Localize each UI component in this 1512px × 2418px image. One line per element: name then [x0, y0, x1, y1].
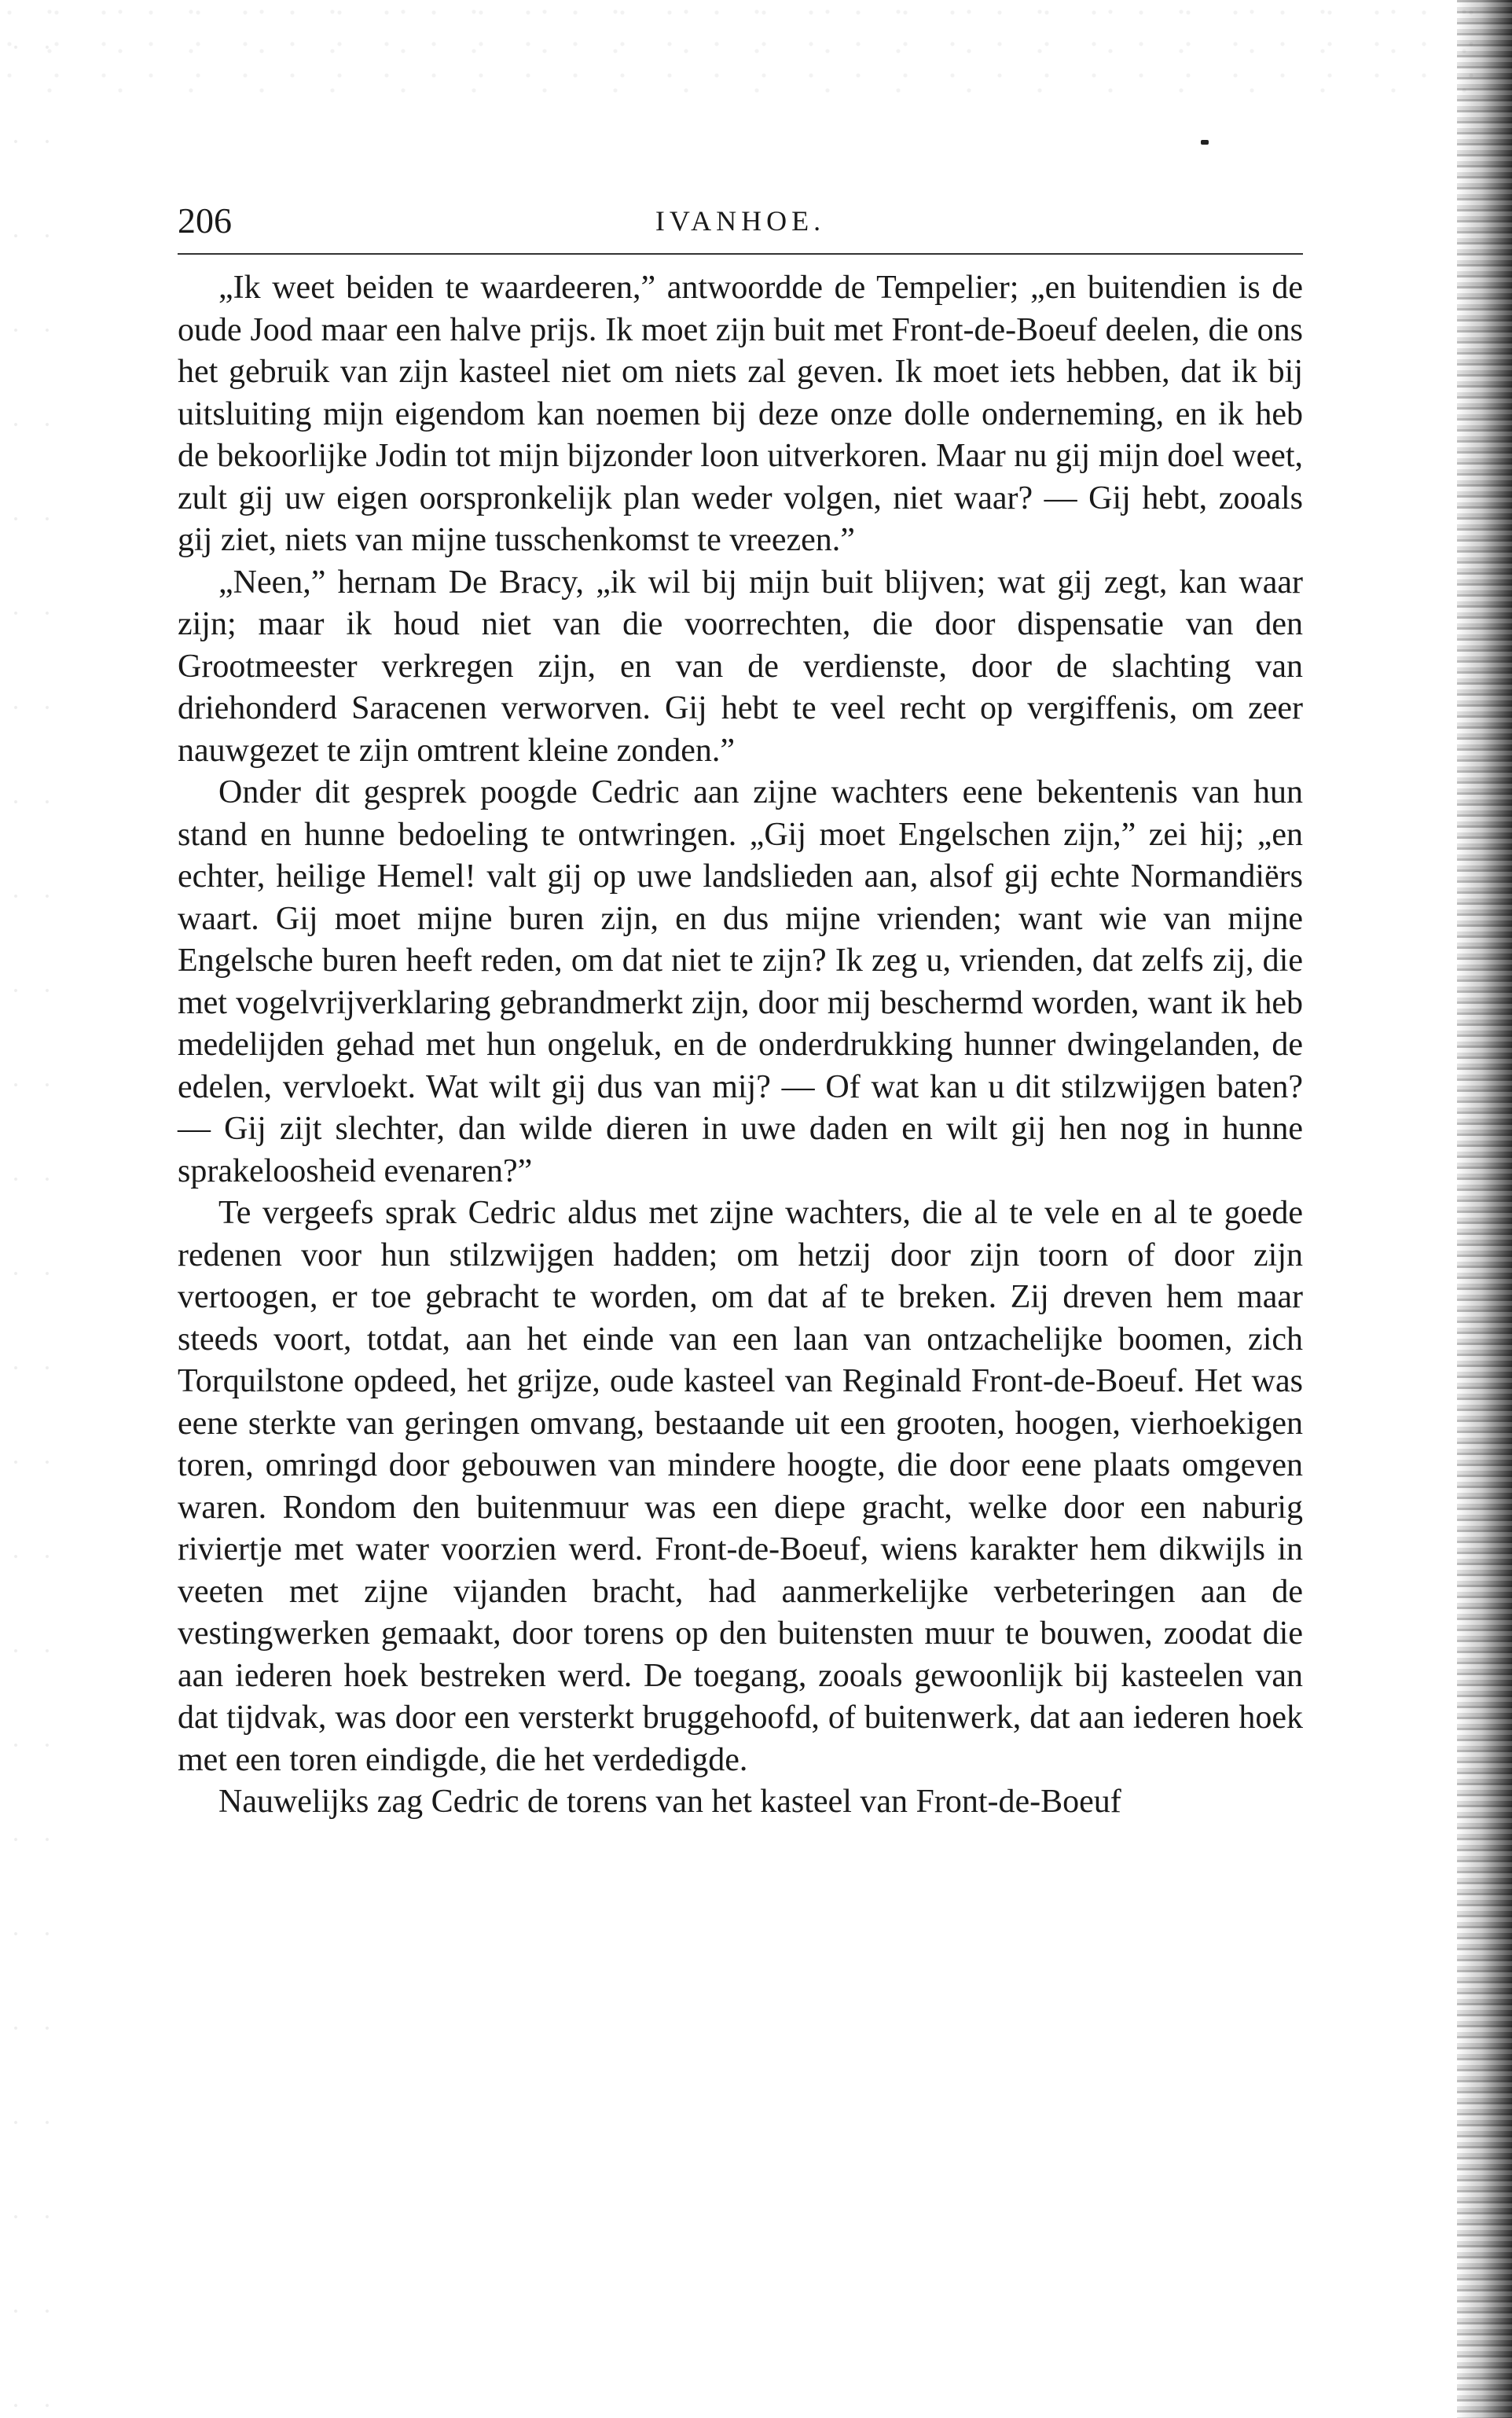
paragraph: Nauwelijks zag Cedric de torens van het kasteel van Front-de-Boeuf — [218, 1784, 1121, 1820]
page-header — [178, 193, 1303, 248]
ink-speck — [1201, 140, 1209, 145]
paragraph: „Neen,” hernam De Bracy, „ik wil bij mijn buit blijven; wat gij zegt, kan waar zijn; maar ik houd niet van die voorrechten, die door dispensatie van den Grootmeester verkregen zijn, en van de verdienste, door de slachting van driehonderd Saracenen verworven. Gij hebt te veel recht op vergiffenis, om zeer nauwgezet te zijn omtrent kleine zonden.” — [178, 564, 1303, 769]
paragraph: „Ik weet beiden te waardeeren,” antwoordde de Tempelier; „en buitendien is de oude Jood maar een halve prijs. Ik moet zijn buit met Front-de-Boeuf deelen, die ons het gebruik van zijn kasteel niet om niets zal geven. Ik moet iets hebben, dat ik bij uitsluiting mijn eigendom kan noemen bij deze onze dolle onderneming, en ik heb de bekoorlijke Jodin tot mijn bijzonder loon uitverkoren. Maar nu gij mijn doel weet, zult gij uw eigen oorspronkelijk plan weder volgen, niet waar? — Gij hebt, zooals gij ziet, niets van mijne tusschenkomst te vreezen.” — [178, 270, 1303, 558]
page-number: 206 — [178, 200, 232, 241]
body-text — [178, 267, 1303, 1824]
running-title: IVANHOE. — [655, 205, 826, 237]
paragraph: Onder dit gesprek poogde Cedric aan zijne wachters eene bekentenis van hun stand en hunne bedoeling te ontwringen. „Gij moet Engelschen zijn,” zei hij; „en echter, heilige Hemel! valt gij op uwe landslieden aan, alsof gij echte Normandiërs waart. Gij moet mijne buren zijn, en dus mijne vrienden; want wie van mijne Engelsche buren heeft reden, om dat niet te zijn? Ik zeg u, vrienden, dat zelfs zij, die met vogelvrijverklaring gebrandmerkt zijn, door mij beschermd worden, want ik heb medelijden gehad met hun ongeluk, en de onderdrukking hunner dwingelanden, de edelen, vervloekt. Wat wilt gij dus van mij? — Of wat kan u dit stilzwijgen baten? — Gij zijt slechter, dan wilde dieren in uwe daden en wilt gij hen nog in hunne sprakeloosheid evenaren?” — [178, 774, 1303, 1189]
header-rule — [178, 253, 1303, 255]
scan-noise-top — [0, 0, 1512, 102]
scan-noise-left — [0, 0, 63, 2418]
paragraph: Te vergeefs sprak Cedric aldus met zijne wachters, die al te vele en al te goede redenen voor hun stilzwijgen hadden; om hetzij door zijn toorn of door zijn vertoogen, er toe gebracht te worden, om dat af te breken. Zij dreven hem maar steeds voort, totdat, aan het einde van een laan van ontzachelijke boomen, zich Torquilstone opdeed, het grijze, oude kasteel van Reginald Front-de-Boeuf. Het was eene sterkte van geringen omvang, bestaande uit een grooten, hoogen, vierhoekigen toren, omringd door gebouwen van mindere hoogte, die door eene plaats omgeven waren. Rondom den buitenmuur was een diepe gracht, welke door een naburig riviertje met water voorzien werd. Front-de-Boeuf, wiens karakter hem dikwijls in veeten met zijne vijanden bracht, had aanmerkelijke verbeteringen aan de vestingwerken gemaakt, door torens op den buitensten muur te bouwen, zoodat die aan iederen hoek bestreken werd. De toegang, zooals gewoonlijk bij kasteelen van dat tijdvak, was door een versterkt bruggehoofd, of buitenwerk, dat aan iederen hoek met een toren eindigde, die het verdedigde. — [178, 1195, 1303, 1778]
scan-binding-edge — [1457, 0, 1512, 2418]
